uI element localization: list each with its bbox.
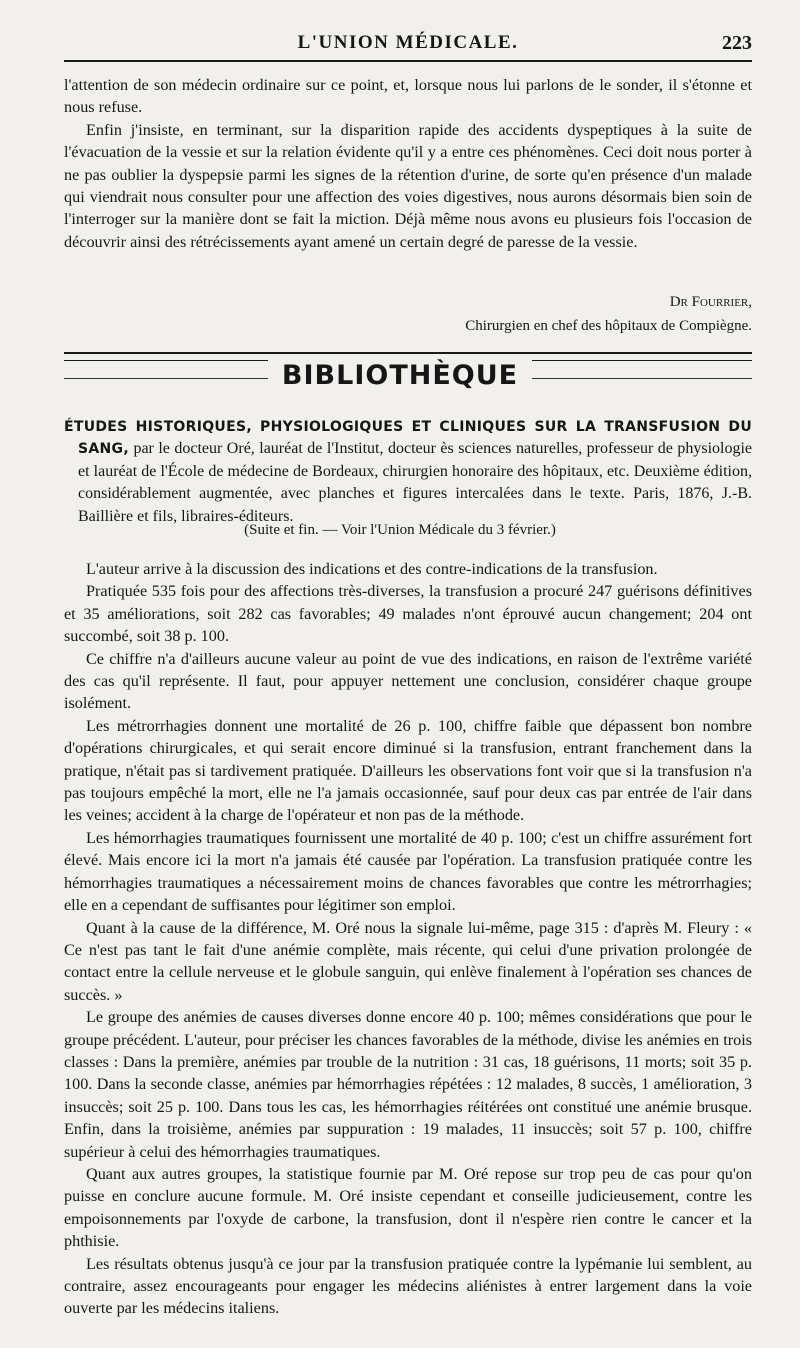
signature-position: Chirurgien en chef des hôpitaux de Compiègne. xyxy=(465,318,752,334)
article-paragraph: L'auteur arrive à la discussion des indications et des contre-indications de la transfusion. xyxy=(86,560,658,578)
author-name: Dr Fourrier, xyxy=(669,294,752,310)
article-paragraph: Le groupe des anémies de causes diverses donne encore 40 p. 100; mêmes considérations que pour le groupe précédent. L'auteur, pour préciser les chances favorables de la méthode, divise les anémies en trois classes : Dans la première, anémies par trouble de la nutrition : 31 cas, 18 guérisons, 11 morts; soit 35 p. 100. Dans la seconde classe, anémies par hémorrhagies répétées : 12 malades, 8 succès, 1 amélioration, 3 insuccès; soit 25 p. 100. Dans tous les cas, les hémorrhagies réitérées ont constitué une anémie brusque. Enfin, dans la troisième, anémies par suppuration : 19 malades, 11 insuccès; soit 57 p. 100, chiffre supérieur à celui des hémorrhagies traumatiques. xyxy=(64,1008,752,1161)
page-number: 223 xyxy=(722,32,752,54)
article-text xyxy=(64,558,752,1320)
journal-title: L'UNION MÉDICALE. xyxy=(297,32,519,53)
article-paragraph: Les résultats obtenus jusqu'à ce jour par la transfusion pratiquée contre la lypémanie lui semblent, au contraire, assez encourageants pour engager les médecins aliénistes à entrer largement dans la voie ouverte par les médecins italiens. xyxy=(64,1254,752,1318)
signature-author xyxy=(670,294,752,311)
section-title xyxy=(0,360,800,391)
article-paragraph: Quant aux autres groupes, la statistique fournie par M. Oré repose sur trop peu de cas pour qu'on puisse en conclure aucune formule. M. Oré insiste cependant et conseille judicieusement, contre les empoisonnements par l'oxyde de carbone, la transfusion, dont il n'espère rien contre le cancer et la phthisie. xyxy=(64,1164,752,1251)
book-entry-text xyxy=(64,416,752,528)
article-paragraph: Pratiquée 535 fois pour des affections très-diverses, la transfusion a procuré 247 guérisons définitives et 35 améliorations, soit 282 cas favorables; 49 malades n'ont éprouvé aucun changement; 204 ont succombé, soit 38 p. 100. xyxy=(64,582,752,646)
section-title-text: BIBLIOTHÈQUE xyxy=(268,360,532,391)
book-entry xyxy=(64,416,752,528)
intro-paragraph-2: Enfin j'insiste, en terminant, sur la disparition rapide des accidents dyspeptiques à la suite de l'évacuation de la vessie et sur la relation évidente qu'il y a entre ces phénomènes. Ceci doit nous porter à ne pas oublier la dyspepsie parmi les signes de la rétention d'urine, de sorte qu'en présence d'un malade qui viendrait nous consulter pour une affection des voies digestives, nous aurons désormais bien soin de l'interroger sur la manière dont se fait la miction. Déjà même nous avons eu plusieurs fois l'occasion de découvrir ainsi des rétrécissements ayant amené un certain degré de paresse de la vessie. xyxy=(64,120,752,251)
running-head xyxy=(64,26,752,60)
intro-paragraph-1: l'attention de son médecin ordinaire sur ce point, et, lorsque nous lui parlons de le sonder, il s'étonne et nous refuse. xyxy=(64,76,752,117)
book-description: par le docteur Oré, lauréat de l'Institut, docteur ès sciences naturelles, professeur de physiologie et lauréat de l'École de médecine de Bordeaux, chirurgien honoraire des hôpitaux, etc. Deuxième édition, considérablement augmentée, avec planches et figures intercalées dans le texte. Paris, 1876, J.-B. Baillière et fils, libraires-éditeurs. xyxy=(78,440,753,525)
book-heading: ÉTUDES HISTORIQUES, PHYSIOLOGIQUES ET CLINIQUES SUR LA TRANSFUSION DU SANG, xyxy=(64,419,752,458)
article-paragraph: Les hémorrhagies traumatiques fournissent une mortalité de 40 p. 100; c'est un chiffre assurément fort élevé. Mais encore ici la mort n'a jamais été causée par l'opération. La transfusion pratiquée contre les hémorrhagies traumatiques a nécessairement moins de chances favorables que contre les métrorrhagies; elle en a cependant de suffisantes pour légitimer son emploi. xyxy=(64,828,752,915)
continuation-note: (Suite et fin. — Voir l'Union Médicale du 3 février.) xyxy=(244,522,556,538)
article-paragraph: Quant à la cause de la différence, M. Oré nous la signale lui-même, page 315 : d'après M. Fleury : « Ce n'est pas tant le fait d'une anémie complète, mais récente, qui celui d'une privation prolongée de contact entre la cellule nerveuse et le globule sanguin, qui enlève finalement à l'opération ses chances de succès. » xyxy=(64,918,752,1004)
intro-text xyxy=(64,74,752,253)
header-rule xyxy=(64,60,752,62)
article-paragraph: Les métrorrhagies donnent une mortalité de 26 p. 100, chiffre faible que dépassent bon nombre d'opérations chirurgicales, et qui serait encore diminué si la transfusion, entrant franchement dans la pratique, n'était pas si tardivement pratiquée. D'ailleurs les observations font voir que si la transfusion n'a pas toujours empêché la mort, elle ne l'a jamais occasionnée, sauf pour deux cas par entrée de l'air dans les veines; accident à la charge de l'opérateur et non pas de la méthode. xyxy=(64,716,752,825)
article-paragraph: Ce chiffre n'a d'ailleurs aucune valeur au point de vue des indications, en raison de l'extrême variété des cas qu'il représente. Il faut, pour appuyer nettement une conclusion, considérer chaque groupe isolément. xyxy=(64,649,752,713)
